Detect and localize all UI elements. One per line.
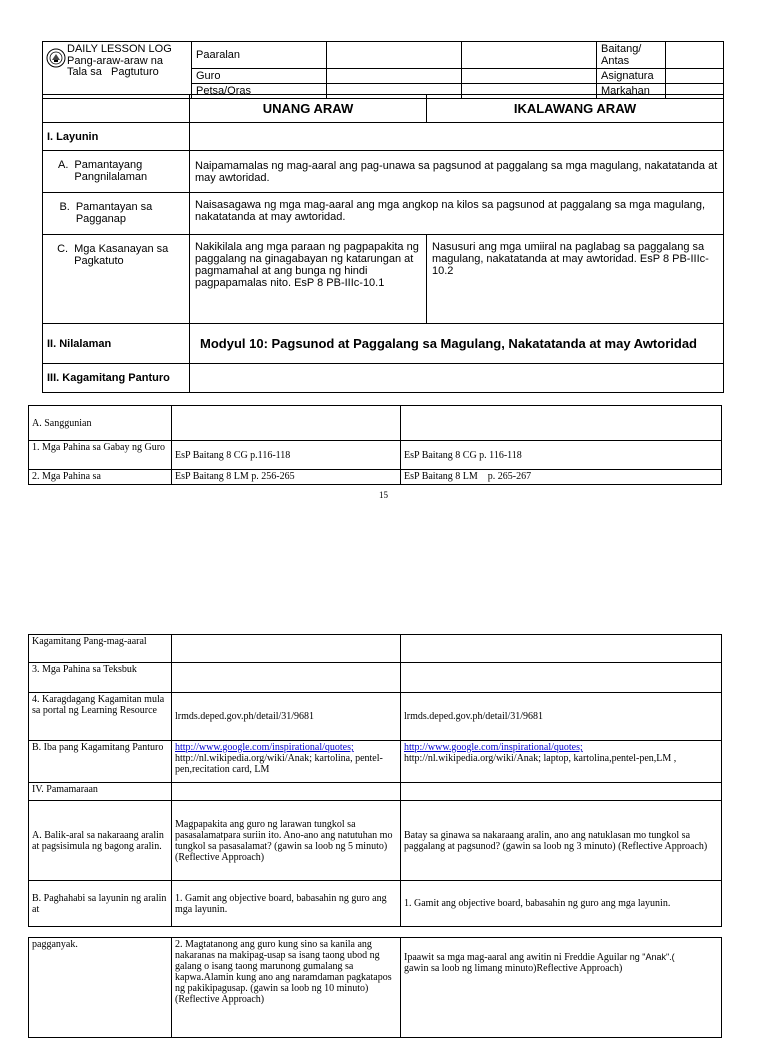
sanggunian-c1 [172, 406, 401, 441]
b-letter: B. [59, 201, 70, 213]
gabay-c1: EsP Baitang 8 CG p.116-118 [172, 441, 401, 470]
sanggunian-label: A. Sanggunian [29, 406, 172, 441]
modyul-title: Modyul 10: Pagsunod at Paggalang sa Magulang, Nakatatanda at may Awtoridad [190, 324, 724, 364]
kasanayan-label [43, 235, 190, 324]
baitang-label: Baitang/ Antas [597, 42, 666, 69]
kagamitang-panturo-heading: III. Kagamitang Panturo [43, 364, 190, 393]
a-letter: A. [57, 159, 69, 171]
karagdagan-label: 4. Karagdagang Kagamitan mula sa portal ng Learning Resource [29, 693, 172, 741]
pagganyak-c2 [401, 938, 722, 1038]
pamantayan-sa-pagganap-label [43, 193, 190, 235]
lm-label: 2. Mga Pahina sa [29, 470, 172, 485]
guro-label: Guro [192, 69, 327, 84]
pamantayan-sa-pagganap-content: Naisasagawa ng mga mag-aaral ang mga angkop na kilos sa pagsunod at paggalang sa mga magulang, nakatatanda at may awtoridad. [190, 193, 724, 235]
layunin-heading: I. Layunin [43, 123, 190, 151]
kagamitan-table [28, 634, 722, 927]
pagganyak-c2-text-b: ng "Anak".( [629, 952, 675, 962]
google-quotes-link[interactable]: http://www.google.com/inspirational/quotes; [175, 742, 354, 753]
objectives-table [42, 94, 724, 393]
kasanayan-day1: Nakikilala ang mga paraan ng pagpapakita ng paggalang na ginagabayan ng katarungan at pagmamahal at ang bunga ng hindi pagpapamalas nito. EsP 8 PB-IIIc-10.1 [190, 235, 427, 324]
pamamaraan-label: IV. Pamamaraan [29, 783, 172, 801]
karagdagan-c1: lrmds.deped.gov.ph/detail/31/9681 [172, 693, 401, 741]
pamamaraan-c1 [172, 783, 401, 801]
kagamitang-panturo-content [190, 364, 724, 393]
lm-c1: EsP Baitang 8 LM p. 256-265 [172, 470, 401, 485]
kagamitan-mag-aaral-c1 [172, 635, 401, 663]
balik-aral-c2: Batay sa ginawa sa nakaraang aralin, ano ang natuklasan mo tungkol sa paggalang at pagsunod? (gawin sa loob ng 3 minuto) (Reflective Approach) [401, 801, 722, 881]
paghahabi-c2: 1. Gamit ang objective board, babasahin ng guro ang mga layunin. [401, 881, 722, 927]
balik-aral-c1: Magpapakita ang guro ng larawan tungkol sa pasasalamatpara suriin ito. Ano-ano ang natutuhan mo tungkol sa pasasalamat? (gawin sa loob ng 5 minuto)(Reflective Approach) [172, 801, 401, 881]
paaralan-label: Paaralan [192, 42, 327, 69]
logo-cell [43, 42, 192, 99]
c-letter: C. [57, 243, 69, 255]
guro-value-2[interactable] [462, 69, 597, 84]
nilalaman-heading: II. Nilalaman [43, 324, 190, 364]
iba-pang-c1 [172, 741, 401, 783]
page-number: 15 [379, 490, 388, 500]
pagganyak-c2-text-a: Ipaawit sa mga mag-aaral ang awitin ni Freddie Aguilar [404, 952, 628, 963]
b-label: Pamantayan sa Pagganap [75, 201, 153, 225]
blank-header-cell [43, 95, 190, 123]
karagdagan-c2: lrmds.deped.gov.ph/detail/31/9681 [401, 693, 722, 741]
pamantayang-pangnilalaman-content: Naipamamalas ng mag-aaral ang pag-unawa sa pagsunod at paggalang sa mga magulang, nakatatanda at may awtoridad. [190, 151, 724, 193]
unang-araw-header: UNANG ARAW [190, 95, 427, 123]
logo-line-3: Tala sa Pagtuturo [67, 66, 159, 78]
header-table [42, 41, 724, 99]
paaralan-value[interactable] [327, 42, 462, 69]
gabay-c2: EsP Baitang 8 CG p. 116-118 [401, 441, 722, 470]
paghahabi-label: B. Paghahabi sa layunin ng aralin at [29, 881, 172, 927]
sanggunian-c2 [401, 406, 722, 441]
pamantayang-pangnilalaman-label [43, 151, 190, 193]
paghahabi-c1: 1. Gamit ang objective board, babasahin ng guro ang mga layunin. [172, 881, 401, 927]
kagamitan-mag-aaral-c2 [401, 635, 722, 663]
pagganyak-c2-text-c: gawin sa loob ng limang minuto)Reflective Approach) [404, 963, 623, 974]
logo-line-2: Pang-araw-araw na [67, 54, 163, 67]
guro-value[interactable] [327, 69, 462, 84]
iba-pang-c2-text: http://nl.wikipedia.org/wiki/Anak; laptop, kartolina,pentel-pen,LM , [404, 753, 677, 764]
teksbuk-c2 [401, 663, 722, 693]
pagganyak-table [28, 937, 722, 1038]
iba-pang-c1-text: http://nl.wikipedia.org/wiki/Anak; kartolina, pentel-pen,recitation card, LM [175, 753, 383, 775]
google-quotes-link-2[interactable]: http://www.google.com/inspirational/quotes; [404, 742, 583, 753]
lm-c2: EsP Baitang 8 LM p. 265-267 [401, 470, 722, 485]
sanggunian-table [28, 405, 722, 485]
petsa-label: Petsa/Oras [192, 84, 327, 99]
kasanayan-day2: Nasusuri ang mga umiiral na paglabag sa paggalang sa magulang, nakatatanda at may awtoridad. EsP 8 PB-IIIc-10.2 [427, 235, 724, 324]
gabay-label: 1. Mga Pahina sa Gabay ng Guro [29, 441, 172, 470]
asignatura-value[interactable] [666, 69, 724, 84]
markahan-label: Markahan [597, 84, 666, 99]
asignatura-label: Asignatura [597, 69, 666, 84]
iba-pang-label: B. Iba pang Kagamitang Panturo [29, 741, 172, 783]
layunin-content [190, 123, 724, 151]
deped-seal-icon [46, 46, 66, 70]
pamamaraan-c2 [401, 783, 722, 801]
logo-line-1: DAILY LESSON LOG [67, 43, 172, 55]
ikalawang-araw-header: IKALAWANG ARAW [427, 95, 724, 123]
balik-aral-label: A. Balik-aral sa nakaraang aralin at pagsisimula ng bagong aralin. [29, 801, 172, 881]
paaralan-value-2[interactable] [462, 42, 597, 69]
a-label: Pamantayang Pangnilalaman [74, 159, 148, 183]
pagganyak-c1: 2. Magtatanong ang guro kung sino sa kanila ang nakaranas na makipag-usap sa isang taong ubod ng galang o isang taong marunong gumalang sa kapwa.Alamin kung ano ang naramdaman pagkatapos ng pakikipagusap. (gawin sa loob ng 10 minuto) (Reflective Approach) [172, 938, 401, 1038]
c-label: Mga Kasanayan sa Pagkatuto [74, 243, 169, 267]
pagganyak-label: pagganyak. [29, 938, 172, 1038]
teksbuk-c1 [172, 663, 401, 693]
teksbuk-label: 3. Mga Pahina sa Teksbuk [29, 663, 172, 693]
kagamitan-mag-aaral-label: Kagamitang Pang-mag-aaral [29, 635, 172, 663]
iba-pang-c2 [401, 741, 722, 783]
baitang-value[interactable] [666, 42, 724, 69]
